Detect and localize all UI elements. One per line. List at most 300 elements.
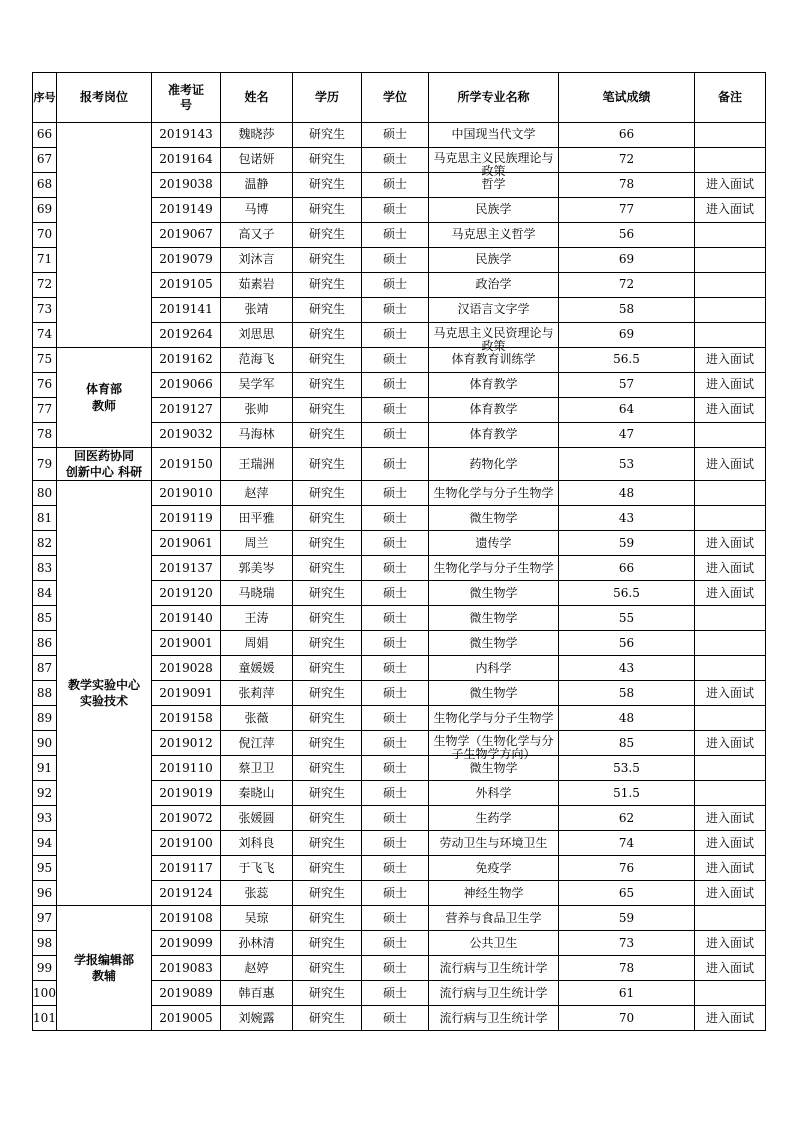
degree-cell: 硕士 xyxy=(362,581,429,606)
score-cell: 65 xyxy=(559,881,695,906)
degree-cell: 硕士 xyxy=(362,681,429,706)
education-cell: 研究生 xyxy=(293,506,362,531)
score-cell: 58 xyxy=(559,681,695,706)
education-cell: 研究生 xyxy=(293,681,362,706)
major-cell: 生物化学与分子生物学 xyxy=(429,556,559,581)
degree-cell: 硕士 xyxy=(362,881,429,906)
name-cell: 蔡卫卫 xyxy=(221,756,293,781)
score-cell: 78 xyxy=(559,956,695,981)
note-cell xyxy=(695,656,766,681)
exam-id-cell: 2019140 xyxy=(152,606,221,631)
score-cell: 43 xyxy=(559,656,695,681)
name-cell: 倪江萍 xyxy=(221,731,293,756)
exam-id-cell: 2019127 xyxy=(152,398,221,423)
seq-cell: 86 xyxy=(33,631,57,656)
name-cell: 范海飞 xyxy=(221,348,293,373)
score-cell: 78 xyxy=(559,173,695,198)
degree-cell: 硕士 xyxy=(362,831,429,856)
name-cell: 童媛媛 xyxy=(221,656,293,681)
education-cell: 研究生 xyxy=(293,248,362,273)
seq-cell: 95 xyxy=(33,856,57,881)
score-cell: 48 xyxy=(559,706,695,731)
exam-id-cell: 2019162 xyxy=(152,348,221,373)
score-cell: 77 xyxy=(559,198,695,223)
degree-cell: 硕士 xyxy=(362,781,429,806)
education-cell: 研究生 xyxy=(293,398,362,423)
name-cell: 张帅 xyxy=(221,398,293,423)
seq-cell: 69 xyxy=(33,198,57,223)
degree-cell: 硕士 xyxy=(362,981,429,1006)
score-cell: 64 xyxy=(559,398,695,423)
header-score: 笔试成绩 xyxy=(559,73,695,123)
degree-cell: 硕士 xyxy=(362,373,429,398)
exam-id-cell: 2019089 xyxy=(152,981,221,1006)
exam-id-cell: 2019061 xyxy=(152,531,221,556)
major-cell: 内科学 xyxy=(429,656,559,681)
score-cell: 69 xyxy=(559,323,695,348)
name-cell: 茹素岩 xyxy=(221,273,293,298)
seq-cell: 66 xyxy=(33,123,57,148)
degree-cell: 硕士 xyxy=(362,398,429,423)
table-row xyxy=(33,906,766,931)
education-cell: 研究生 xyxy=(293,581,362,606)
score-cell: 72 xyxy=(559,148,695,173)
score-cell: 69 xyxy=(559,248,695,273)
education-cell: 研究生 xyxy=(293,706,362,731)
name-cell: 刘科良 xyxy=(221,831,293,856)
name-cell: 吴学军 xyxy=(221,373,293,398)
education-cell: 研究生 xyxy=(293,831,362,856)
exam-id-cell: 2019158 xyxy=(152,706,221,731)
education-cell: 研究生 xyxy=(293,631,362,656)
table-row xyxy=(33,123,766,148)
score-cell: 59 xyxy=(559,531,695,556)
seq-cell: 97 xyxy=(33,906,57,931)
exam-id-cell: 2019110 xyxy=(152,756,221,781)
major-cell: 体育教学 xyxy=(429,423,559,448)
post-group-label: 教学实验中心 实验技术 xyxy=(67,678,140,709)
seq-cell: 88 xyxy=(33,681,57,706)
major-cell: 遗传学 xyxy=(429,531,559,556)
header-row xyxy=(33,73,766,123)
exam-id-cell: 2019105 xyxy=(152,273,221,298)
name-cell: 于飞飞 xyxy=(221,856,293,881)
degree-cell: 硕士 xyxy=(362,198,429,223)
exam-id-cell: 2019028 xyxy=(152,656,221,681)
education-cell: 研究生 xyxy=(293,198,362,223)
exam-id-cell: 2019012 xyxy=(152,731,221,756)
degree-cell: 硕士 xyxy=(362,731,429,756)
education-cell: 研究生 xyxy=(293,531,362,556)
degree-cell: 硕士 xyxy=(362,756,429,781)
seq-cell: 73 xyxy=(33,298,57,323)
score-cell: 66 xyxy=(559,556,695,581)
seq-cell: 90 xyxy=(33,731,57,756)
exam-id-cell: 2019150 xyxy=(152,448,221,481)
education-cell: 研究生 xyxy=(293,931,362,956)
post-group-cell xyxy=(57,906,152,1031)
major-cell: 体育教育训练学 xyxy=(429,348,559,373)
header-major: 所学专业名称 xyxy=(429,73,559,123)
exam-id-cell: 2019117 xyxy=(152,856,221,881)
education-cell: 研究生 xyxy=(293,606,362,631)
exam-id-cell: 2019072 xyxy=(152,806,221,831)
degree-cell: 硕士 xyxy=(362,806,429,831)
seq-cell: 71 xyxy=(33,248,57,273)
note-cell xyxy=(695,756,766,781)
post-group-label: 体育部 教师 xyxy=(85,382,122,413)
score-cell: 47 xyxy=(559,423,695,448)
education-cell: 研究生 xyxy=(293,906,362,931)
name-cell: 魏晓莎 xyxy=(221,123,293,148)
major-cell: 生物化学与分子生物学 xyxy=(429,706,559,731)
major-cell: 免疫学 xyxy=(429,856,559,881)
name-cell: 孙林清 xyxy=(221,931,293,956)
seq-cell: 100 xyxy=(33,981,57,1006)
degree-cell: 硕士 xyxy=(362,506,429,531)
education-cell: 研究生 xyxy=(293,148,362,173)
major-cell: 公共卫生 xyxy=(429,931,559,956)
candidate-score-table xyxy=(32,72,766,1031)
note-cell: 进入面试 xyxy=(695,931,766,956)
exam-id-cell: 2019091 xyxy=(152,681,221,706)
score-cell: 85 xyxy=(559,731,695,756)
seq-cell: 74 xyxy=(33,323,57,348)
header-seq: 序号 xyxy=(33,73,57,123)
major-cell xyxy=(429,731,559,762)
table-body xyxy=(33,123,766,1031)
degree-cell: 硕士 xyxy=(362,323,429,348)
major-cell: 生物化学与分子生物学 xyxy=(429,481,559,506)
exam-id-cell: 2019099 xyxy=(152,931,221,956)
post-group-cell xyxy=(57,348,152,448)
seq-cell: 101 xyxy=(33,1006,57,1031)
post-group-cell xyxy=(57,123,152,348)
major-cell: 流行病与卫生统计学 xyxy=(429,956,559,981)
major-cell: 汉语言文字学 xyxy=(429,298,559,323)
name-cell: 马海林 xyxy=(221,423,293,448)
note-cell: 进入面试 xyxy=(695,581,766,606)
education-cell: 研究生 xyxy=(293,423,362,448)
score-cell: 56 xyxy=(559,631,695,656)
seq-cell: 92 xyxy=(33,781,57,806)
name-cell: 刘沐言 xyxy=(221,248,293,273)
name-cell: 赵婷 xyxy=(221,956,293,981)
major-cell: 体育教学 xyxy=(429,373,559,398)
seq-cell: 94 xyxy=(33,831,57,856)
note-cell: 进入面试 xyxy=(695,348,766,373)
seq-cell: 84 xyxy=(33,581,57,606)
name-cell: 温静 xyxy=(221,173,293,198)
score-cell: 48 xyxy=(559,481,695,506)
education-cell: 研究生 xyxy=(293,373,362,398)
education-cell: 研究生 xyxy=(293,556,362,581)
name-cell: 田平雅 xyxy=(221,506,293,531)
note-cell: 进入面试 xyxy=(695,856,766,881)
note-cell xyxy=(695,323,766,348)
score-cell: 51.5 xyxy=(559,781,695,806)
name-cell: 韩百惠 xyxy=(221,981,293,1006)
major-cell: 外科学 xyxy=(429,781,559,806)
major-cell: 微生物学 xyxy=(429,681,559,706)
score-cell: 56 xyxy=(559,223,695,248)
education-cell: 研究生 xyxy=(293,223,362,248)
major-cell: 马克思主义哲学 xyxy=(429,223,559,248)
major-cell: 流行病与卫生统计学 xyxy=(429,981,559,1006)
major-cell xyxy=(429,148,559,178)
note-cell: 进入面试 xyxy=(695,448,766,481)
header-post: 报考岗位 xyxy=(57,73,152,123)
score-cell: 72 xyxy=(559,273,695,298)
exam-id-cell: 2019264 xyxy=(152,323,221,348)
seq-cell: 79 xyxy=(33,448,57,481)
exam-id-cell: 2019067 xyxy=(152,223,221,248)
exam-id-cell: 2019083 xyxy=(152,956,221,981)
note-cell xyxy=(695,248,766,273)
note-cell xyxy=(695,148,766,173)
name-cell: 刘思思 xyxy=(221,323,293,348)
note-cell xyxy=(695,481,766,506)
seq-cell: 93 xyxy=(33,806,57,831)
exam-id-cell: 2019038 xyxy=(152,173,221,198)
education-cell: 研究生 xyxy=(293,656,362,681)
seq-cell: 76 xyxy=(33,373,57,398)
note-cell xyxy=(695,706,766,731)
degree-cell: 硕士 xyxy=(362,856,429,881)
table-row xyxy=(33,448,766,481)
note-cell xyxy=(695,123,766,148)
exam-id-cell: 2019005 xyxy=(152,1006,221,1031)
name-cell: 张薇 xyxy=(221,706,293,731)
name-cell: 刘婉露 xyxy=(221,1006,293,1031)
degree-cell: 硕士 xyxy=(362,656,429,681)
major-cell: 微生物学 xyxy=(429,506,559,531)
major-cell: 民族学 xyxy=(429,198,559,223)
post-group-label: 学报编辑部 教辅 xyxy=(73,953,134,984)
score-cell: 56.5 xyxy=(559,348,695,373)
name-cell: 张蕊 xyxy=(221,881,293,906)
note-cell xyxy=(695,981,766,1006)
note-cell xyxy=(695,781,766,806)
note-cell: 进入面试 xyxy=(695,806,766,831)
exam-id-cell: 2019019 xyxy=(152,781,221,806)
exam-id-cell: 2019100 xyxy=(152,831,221,856)
table-row xyxy=(33,348,766,373)
education-cell: 研究生 xyxy=(293,1006,362,1031)
education-cell: 研究生 xyxy=(293,273,362,298)
note-cell: 进入面试 xyxy=(695,398,766,423)
seq-cell: 81 xyxy=(33,506,57,531)
name-cell: 王瑞洲 xyxy=(221,448,293,481)
seq-cell: 82 xyxy=(33,531,57,556)
note-cell: 进入面试 xyxy=(695,681,766,706)
note-cell xyxy=(695,631,766,656)
exam-id-cell: 2019108 xyxy=(152,906,221,931)
note-cell xyxy=(695,506,766,531)
note-cell: 进入面试 xyxy=(695,198,766,223)
note-cell xyxy=(695,223,766,248)
score-cell: 53.5 xyxy=(559,756,695,781)
exam-id-cell: 2019120 xyxy=(152,581,221,606)
education-cell: 研究生 xyxy=(293,956,362,981)
degree-cell: 硕士 xyxy=(362,423,429,448)
degree-cell: 硕士 xyxy=(362,248,429,273)
degree-cell: 硕士 xyxy=(362,556,429,581)
seq-cell: 77 xyxy=(33,398,57,423)
exam-id-cell: 2019119 xyxy=(152,506,221,531)
education-cell: 研究生 xyxy=(293,806,362,831)
major-text: 马克思主义民族理论与政策 xyxy=(433,151,554,178)
exam-id-cell: 2019032 xyxy=(152,423,221,448)
note-cell xyxy=(695,606,766,631)
major-cell: 微生物学 xyxy=(429,606,559,631)
seq-cell: 70 xyxy=(33,223,57,248)
score-cell: 62 xyxy=(559,806,695,831)
major-text: 生物学（生物化学与分子生物学方向） xyxy=(433,734,554,762)
degree-cell: 硕士 xyxy=(362,931,429,956)
seq-cell: 75 xyxy=(33,348,57,373)
major-text: 马克思主义民资理论与政策 xyxy=(433,326,554,353)
education-cell: 研究生 xyxy=(293,348,362,373)
degree-cell: 硕士 xyxy=(362,298,429,323)
seq-cell: 80 xyxy=(33,481,57,506)
note-cell: 进入面试 xyxy=(695,556,766,581)
major-cell: 劳动卫生与环境卫生 xyxy=(429,831,559,856)
score-cell: 43 xyxy=(559,506,695,531)
degree-cell: 硕士 xyxy=(362,223,429,248)
header-name: 姓名 xyxy=(221,73,293,123)
name-cell: 高又子 xyxy=(221,223,293,248)
degree-cell: 硕士 xyxy=(362,348,429,373)
exam-id-cell: 2019001 xyxy=(152,631,221,656)
name-cell: 吴琼 xyxy=(221,906,293,931)
degree-cell: 硕士 xyxy=(362,631,429,656)
seq-cell: 67 xyxy=(33,148,57,173)
score-cell: 57 xyxy=(559,373,695,398)
score-cell: 73 xyxy=(559,931,695,956)
major-cell: 体育教学 xyxy=(429,398,559,423)
education-cell: 研究生 xyxy=(293,756,362,781)
exam-id-cell: 2019164 xyxy=(152,148,221,173)
degree-cell: 硕士 xyxy=(362,1006,429,1031)
major-cell xyxy=(429,323,559,353)
score-cell: 55 xyxy=(559,606,695,631)
note-cell: 进入面试 xyxy=(695,373,766,398)
name-cell: 周娟 xyxy=(221,631,293,656)
education-cell: 研究生 xyxy=(293,731,362,756)
name-cell: 赵萍 xyxy=(221,481,293,506)
degree-cell: 硕士 xyxy=(362,706,429,731)
seq-cell: 85 xyxy=(33,606,57,631)
education-cell: 研究生 xyxy=(293,448,362,481)
score-cell: 53 xyxy=(559,448,695,481)
degree-cell: 硕士 xyxy=(362,148,429,173)
name-cell: 张莉萍 xyxy=(221,681,293,706)
education-cell: 研究生 xyxy=(293,481,362,506)
score-cell: 74 xyxy=(559,831,695,856)
name-cell: 马博 xyxy=(221,198,293,223)
seq-cell: 72 xyxy=(33,273,57,298)
note-cell: 进入面试 xyxy=(695,173,766,198)
major-cell: 微生物学 xyxy=(429,631,559,656)
seq-cell: 96 xyxy=(33,881,57,906)
post-group-label: 回医药协同 创新中心 科研 xyxy=(65,449,143,480)
note-cell xyxy=(695,423,766,448)
note-cell xyxy=(695,906,766,931)
seq-cell: 89 xyxy=(33,706,57,731)
note-cell: 进入面试 xyxy=(695,831,766,856)
note-cell: 进入面试 xyxy=(695,731,766,756)
exam-id-cell: 2019066 xyxy=(152,373,221,398)
post-group-cell xyxy=(57,481,152,906)
education-cell: 研究生 xyxy=(293,323,362,348)
seq-cell: 87 xyxy=(33,656,57,681)
major-cell: 营养与食品卫生学 xyxy=(429,906,559,931)
degree-cell: 硕士 xyxy=(362,173,429,198)
name-cell: 秦晓山 xyxy=(221,781,293,806)
degree-cell: 硕士 xyxy=(362,956,429,981)
exam-id-cell: 2019141 xyxy=(152,298,221,323)
seq-cell: 68 xyxy=(33,173,57,198)
major-cell: 哲学 xyxy=(429,173,559,198)
header-note: 备注 xyxy=(695,73,766,123)
post-group-cell xyxy=(57,448,152,481)
education-cell: 研究生 xyxy=(293,298,362,323)
seq-cell: 78 xyxy=(33,423,57,448)
name-cell: 郭美岑 xyxy=(221,556,293,581)
major-cell: 民族学 xyxy=(429,248,559,273)
major-cell: 微生物学 xyxy=(429,581,559,606)
note-cell xyxy=(695,298,766,323)
education-cell: 研究生 xyxy=(293,881,362,906)
degree-cell: 硕士 xyxy=(362,906,429,931)
header-education: 学历 xyxy=(293,73,362,123)
note-cell: 进入面试 xyxy=(695,1006,766,1031)
note-cell: 进入面试 xyxy=(695,881,766,906)
score-cell: 58 xyxy=(559,298,695,323)
score-cell: 61 xyxy=(559,981,695,1006)
name-cell: 张靖 xyxy=(221,298,293,323)
header-degree: 学位 xyxy=(362,73,429,123)
seq-cell: 99 xyxy=(33,956,57,981)
degree-cell: 硕士 xyxy=(362,273,429,298)
major-cell: 药物化学 xyxy=(429,448,559,481)
degree-cell: 硕士 xyxy=(362,123,429,148)
major-cell: 流行病与卫生统计学 xyxy=(429,1006,559,1031)
note-cell xyxy=(695,273,766,298)
score-cell: 76 xyxy=(559,856,695,881)
degree-cell: 硕士 xyxy=(362,531,429,556)
exam-id-cell: 2019079 xyxy=(152,248,221,273)
name-cell: 马晓瑞 xyxy=(221,581,293,606)
degree-cell: 硕士 xyxy=(362,606,429,631)
education-cell: 研究生 xyxy=(293,981,362,1006)
education-cell: 研究生 xyxy=(293,123,362,148)
major-cell: 微生物学 xyxy=(429,756,559,781)
name-cell: 包诺妍 xyxy=(221,148,293,173)
major-cell: 生药学 xyxy=(429,806,559,831)
education-cell: 研究生 xyxy=(293,856,362,881)
seq-cell: 83 xyxy=(33,556,57,581)
table-row xyxy=(33,481,766,506)
score-cell: 59 xyxy=(559,906,695,931)
note-cell: 进入面试 xyxy=(695,956,766,981)
header-exam-id: 准考证号 xyxy=(152,73,221,123)
degree-cell: 硕士 xyxy=(362,448,429,481)
exam-id-cell: 2019010 xyxy=(152,481,221,506)
education-cell: 研究生 xyxy=(293,173,362,198)
major-cell: 神经生物学 xyxy=(429,881,559,906)
